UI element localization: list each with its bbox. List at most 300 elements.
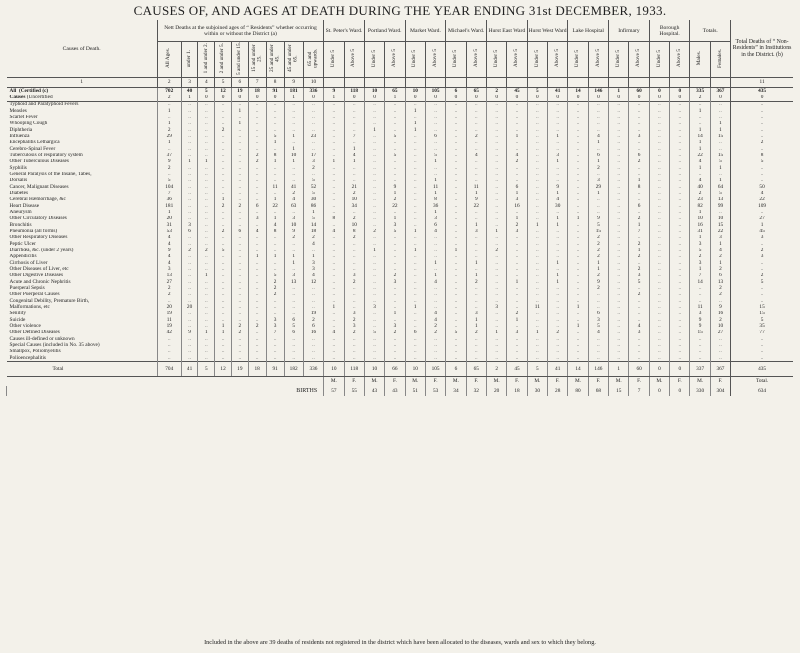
table-cell: 1 <box>215 323 232 329</box>
table-cell: .. <box>215 222 232 228</box>
table-cell: .. <box>527 273 547 279</box>
above-5-label: Above 5 <box>391 49 398 68</box>
table-cell: 36 <box>157 197 181 203</box>
table-cell: 336 <box>303 88 323 95</box>
table-cell: .. <box>690 121 710 127</box>
table-cell: .. <box>548 311 568 317</box>
table-cell: 335 <box>690 88 710 95</box>
table-cell: .. <box>181 260 198 266</box>
births-value: 43 <box>364 386 384 396</box>
table-cell: 1 <box>364 248 384 254</box>
table-cell: 19 <box>157 311 181 317</box>
table-cell: 4 <box>157 235 181 241</box>
table-cell: .. <box>649 178 669 184</box>
table-cell: .. <box>466 146 486 152</box>
table-cell: 1 <box>710 241 730 247</box>
table-cell: .. <box>344 127 364 133</box>
age-label: 15 and under 25. <box>250 44 263 73</box>
table-cell: .. <box>486 273 506 279</box>
causes-label: Causes <box>9 94 26 101</box>
table-cell: .. <box>248 266 266 272</box>
table-cell: .. <box>548 323 568 329</box>
table-cell: .. <box>215 273 232 279</box>
table-cell: 22 <box>710 229 730 235</box>
table-cell: 9 <box>157 159 181 165</box>
table-cell: 1 <box>284 134 303 140</box>
table-cell: 1 <box>507 216 527 222</box>
table-cell: .. <box>486 260 506 266</box>
table-cell: .. <box>181 165 198 171</box>
table-cell: .. <box>486 222 506 228</box>
table-cell: .. <box>231 336 248 342</box>
table-cell: 6 <box>231 229 248 235</box>
table-cell: .. <box>548 229 568 235</box>
table-cell: .. <box>649 273 669 279</box>
table-cell: .. <box>548 349 568 355</box>
table-cell: .. <box>198 134 215 140</box>
table-cell: .. <box>324 108 344 114</box>
table-cell: .. <box>198 140 215 146</box>
table-cell: .. <box>248 292 266 298</box>
table-cell: 2 <box>425 323 445 329</box>
table-cell: 82 <box>690 203 710 209</box>
table-cell: .. <box>527 285 547 291</box>
table-cell: .. <box>649 248 669 254</box>
table-cell: 4 <box>157 241 181 247</box>
table-cell: 3 <box>588 178 608 184</box>
table-cell: .. <box>446 178 466 184</box>
table-cell: .. <box>405 317 425 323</box>
table-cell: 1 <box>425 260 445 266</box>
table-cell: .. <box>568 134 588 140</box>
table-cell: .. <box>649 342 669 348</box>
table-cell: 35 <box>731 323 793 329</box>
table-cell: 1 <box>527 330 547 336</box>
table-cell: 1 <box>588 266 608 272</box>
cause-label: Smallpox, Poliomyelitis <box>9 348 61 355</box>
table-cell: .. <box>425 121 445 127</box>
table-cell: .. <box>284 285 303 291</box>
table-cell: 5 <box>385 134 405 140</box>
column-number-blank <box>486 78 506 88</box>
column-number: 10 <box>303 78 323 88</box>
table-cell: .. <box>157 101 181 108</box>
table-cell: 1 <box>157 140 181 146</box>
table-cell: 10 <box>690 216 710 222</box>
under-5-label: Under 5 <box>452 49 459 68</box>
table-cell: .. <box>507 342 527 348</box>
table-cell: 18 <box>303 229 323 235</box>
table-cell: 4 <box>548 197 568 203</box>
table-cell: .. <box>198 292 215 298</box>
table-cell: .. <box>507 266 527 272</box>
table-cell: .. <box>527 127 547 133</box>
table-cell: .. <box>446 203 466 209</box>
table-cell: 29 <box>588 184 608 190</box>
column-number-blank <box>670 78 690 88</box>
table-cell: 1 <box>405 121 425 127</box>
table-cell: .. <box>507 235 527 241</box>
table-cell: .. <box>731 266 793 272</box>
table-cell: 9 <box>466 197 486 203</box>
table-cell: 3 <box>303 159 323 165</box>
table-cell: 3 <box>266 317 284 323</box>
table-cell: .. <box>548 285 568 291</box>
table-cell: .. <box>198 191 215 197</box>
age-label: 25 and under 45. <box>268 44 281 73</box>
table-cell: 4 <box>266 222 284 228</box>
table-cell: .. <box>649 191 669 197</box>
table-cell: 5 <box>731 317 793 323</box>
males-label: Males. <box>696 51 703 66</box>
table-cell: .. <box>344 108 364 114</box>
table-cell: .. <box>649 134 669 140</box>
causes-header: Causes of Death. <box>7 20 158 78</box>
age-column-header <box>157 42 181 78</box>
table-cell: 1 <box>548 191 568 197</box>
table-cell: .. <box>609 317 629 323</box>
age-label: 45 and under 65. <box>287 44 299 73</box>
table-cell: .. <box>215 304 232 310</box>
table-cell: .. <box>588 298 608 304</box>
table-cell: .. <box>157 336 181 342</box>
table-cell: .. <box>568 115 588 121</box>
table-cell: 1 <box>609 88 629 95</box>
table-cell: .. <box>466 285 486 291</box>
table-cell: 3 <box>710 235 730 241</box>
table-cell: .. <box>670 266 690 272</box>
table-cell: .. <box>324 191 344 197</box>
table-cell: .. <box>507 165 527 171</box>
table-cell: .. <box>446 216 466 222</box>
table-cell: 14 <box>690 134 710 140</box>
table-cell: .. <box>181 235 198 241</box>
table-cell: 16 <box>690 222 710 228</box>
table-cell: 1 <box>303 210 323 216</box>
table-cell: 14 <box>303 222 323 228</box>
table-cell: .. <box>527 260 547 266</box>
table-cell: .. <box>548 235 568 241</box>
age-column-header <box>231 42 248 78</box>
table-cell: .. <box>425 285 445 291</box>
table-cell: .. <box>198 229 215 235</box>
table-cell: .. <box>231 134 248 140</box>
table-cell: .. <box>527 336 547 342</box>
table-cell: .. <box>385 127 405 133</box>
cause-label: Pneumonia (all forms) <box>9 228 58 235</box>
table-cell: .. <box>649 279 669 285</box>
cause-label <box>7 88 158 95</box>
table-cell: .. <box>670 140 690 146</box>
table-cell: 0 <box>466 95 486 102</box>
table-cell: 2 <box>588 254 608 260</box>
table-cell: .. <box>609 323 629 329</box>
births-value: 43 <box>385 386 405 396</box>
table-cell: 5 <box>710 191 730 197</box>
age-label: 2 and under 5. <box>219 43 226 74</box>
table-cell: .. <box>405 115 425 121</box>
table-cell: 3 <box>507 197 527 203</box>
table-cell: .. <box>405 172 425 178</box>
births-value: 330 <box>690 386 710 396</box>
cause-label: Other Defined Diseases <box>9 329 60 336</box>
table-cell: 22 <box>466 203 486 209</box>
table-cell: .. <box>231 165 248 171</box>
table-cell: 5 <box>731 159 793 165</box>
sex-label: M. <box>324 377 344 387</box>
table-cell: 4 <box>507 153 527 159</box>
table-cell: 12 <box>215 88 232 95</box>
table-cell: .. <box>248 121 266 127</box>
table-cell: 5 <box>303 191 323 197</box>
table-cell: 0 <box>731 95 793 102</box>
table-cell: 60 <box>629 88 649 95</box>
table-cell: .. <box>527 241 547 247</box>
table-cell: .. <box>231 127 248 133</box>
table-cell: .. <box>364 197 384 203</box>
table-cell: .. <box>588 304 608 310</box>
table-cell: .. <box>629 108 649 114</box>
table-cell: .. <box>215 317 232 323</box>
table-cell: .. <box>284 101 303 108</box>
table-cell: 7 <box>629 229 649 235</box>
table-cell: .. <box>609 146 629 152</box>
cause-label: Cirrhosis of Liver <box>9 260 48 266</box>
table-cell: .. <box>405 355 425 362</box>
table-cell: .. <box>629 342 649 348</box>
table-cell: 0 <box>649 362 669 377</box>
table-cell: .. <box>710 115 730 121</box>
table-cell: .. <box>670 134 690 140</box>
table-cell: .. <box>181 115 198 121</box>
table-cell: .. <box>609 229 629 235</box>
above-5-header <box>425 42 445 78</box>
table-cell: .. <box>446 273 466 279</box>
table-cell: .. <box>344 121 364 127</box>
table-cell: .. <box>344 336 364 342</box>
sex-label: F. <box>588 377 608 387</box>
table-cell: .. <box>507 273 527 279</box>
above-5-header <box>670 42 690 78</box>
births-value: 53 <box>425 386 445 396</box>
table-cell: 66 <box>385 362 405 377</box>
table-cell: 1 <box>324 95 344 102</box>
cause-label: Other Respiratory Diseases <box>9 234 68 241</box>
table-cell: .. <box>284 172 303 178</box>
table-cell: 4 <box>466 153 486 159</box>
births-value: 68 <box>588 386 608 396</box>
table-cell: .. <box>364 178 384 184</box>
column-number-blank <box>527 78 547 88</box>
table-cell: 8 <box>425 197 445 203</box>
table-cell: .. <box>609 178 629 184</box>
table-cell: 1 <box>303 254 323 260</box>
table-cell: 0 <box>198 95 215 102</box>
table-cell: .. <box>344 115 364 121</box>
table-cell: .. <box>527 216 547 222</box>
above-5-header <box>548 42 568 78</box>
table-cell: 4 <box>425 317 445 323</box>
table-cell: 1 <box>690 146 710 152</box>
sex-label: F. <box>466 377 486 387</box>
table-cell: 5 <box>303 178 323 184</box>
table-cell: 1 <box>466 323 486 329</box>
table-cell: .. <box>670 342 690 348</box>
table-cell: 9 <box>157 248 181 254</box>
table-cell: 15 <box>690 330 710 336</box>
table-cell: .. <box>364 191 384 197</box>
table-cell: .. <box>385 165 405 171</box>
column-number-blank <box>649 78 669 88</box>
table-cell: .. <box>568 330 588 336</box>
table-cell: 5 <box>527 88 547 95</box>
table-cell: .. <box>629 101 649 108</box>
table-cell: .. <box>486 323 506 329</box>
table-cell: .. <box>527 115 547 121</box>
table-cell: 3 <box>181 222 198 228</box>
table-cell: .. <box>609 355 629 362</box>
table-cell: .. <box>344 285 364 291</box>
table-cell: .. <box>385 235 405 241</box>
table-cell: .. <box>548 178 568 184</box>
table-cell: .. <box>284 108 303 114</box>
table-cell: .. <box>446 222 466 228</box>
table-cell: 15 <box>588 229 608 235</box>
table-cell: .. <box>446 266 466 272</box>
table-cell: 1 <box>548 273 568 279</box>
table-cell: 1 <box>690 235 710 241</box>
table-cell: .. <box>344 342 364 348</box>
table-cell: 2 <box>231 323 248 329</box>
table-cell: 1 <box>629 178 649 184</box>
table-cell: .. <box>215 121 232 127</box>
table-cell: .. <box>248 273 266 279</box>
ward-header: St. Peter's Ward. <box>324 20 365 42</box>
table-cell: .. <box>425 115 445 121</box>
births-value: 15 <box>609 386 629 396</box>
table-cell: .. <box>486 178 506 184</box>
births-label: BIRTHS <box>7 386 324 396</box>
table-cell: .. <box>385 248 405 254</box>
table-cell: .. <box>731 172 793 178</box>
table-cell: .. <box>486 210 506 216</box>
table-cell: .. <box>364 165 384 171</box>
table-cell: 2 <box>629 292 649 298</box>
table-cell: 1 <box>385 95 405 102</box>
table-cell: .. <box>385 355 405 362</box>
sex-label: M. <box>649 377 669 387</box>
table-cell: .. <box>425 172 445 178</box>
table-cell: .. <box>181 146 198 152</box>
table-cell: 13 <box>710 197 730 203</box>
table-cell: .. <box>324 266 344 272</box>
table-cell: .. <box>284 115 303 121</box>
table-cell: .. <box>670 191 690 197</box>
table-cell: .. <box>609 311 629 317</box>
table-cell: .. <box>248 355 266 362</box>
column-number-blank <box>385 78 405 88</box>
table-cell: .. <box>446 140 466 146</box>
table-cell: 0 <box>710 95 730 102</box>
table-cell: .. <box>266 235 284 241</box>
table-cell: .. <box>157 172 181 178</box>
table-cell: .. <box>425 304 445 310</box>
table-cell: .. <box>466 115 486 121</box>
table-cell: .. <box>266 178 284 184</box>
table-cell: .. <box>466 355 486 362</box>
table-cell: 704 <box>157 362 181 377</box>
table-cell: .. <box>198 184 215 190</box>
table-cell: 1 <box>588 159 608 165</box>
table-cell: .. <box>649 260 669 266</box>
table-cell: 9 <box>385 184 405 190</box>
table-cell: .. <box>266 115 284 121</box>
table-cell: .. <box>215 285 232 291</box>
sex-label: F. <box>385 377 405 387</box>
table-cell: .. <box>507 292 527 298</box>
table-cell: .. <box>231 115 248 121</box>
ward-header: Lake Hospital <box>568 20 609 42</box>
table-cell: .. <box>609 134 629 140</box>
table-cell: .. <box>609 241 629 247</box>
table-cell: .. <box>215 235 232 241</box>
table-cell: 118 <box>344 362 364 377</box>
all-label: All <box>9 87 17 94</box>
table-cell: .. <box>568 184 588 190</box>
table-cell: .. <box>527 146 547 152</box>
table-cell: .. <box>609 298 629 304</box>
cause-label: Influenza <box>9 133 30 140</box>
table-cell: .. <box>588 146 608 152</box>
table-cell: .. <box>629 260 649 266</box>
table-cell: 5 <box>690 248 710 254</box>
table-cell: 1 <box>324 159 344 165</box>
age-label: under 1. <box>185 49 192 68</box>
table-cell: .. <box>609 153 629 159</box>
births-value: 0 <box>670 386 690 396</box>
table-cell: .. <box>215 210 232 216</box>
all-causes-uncertified-row <box>7 95 794 102</box>
table-cell: .. <box>670 127 690 133</box>
cause-label: Other Circulatory Diseases <box>9 215 67 222</box>
table-cell: .. <box>157 355 181 362</box>
table-cell: .. <box>548 146 568 152</box>
table-cell: .. <box>181 191 198 197</box>
table-cell: .. <box>364 336 384 342</box>
table-cell: 53 <box>157 229 181 235</box>
table-cell: .. <box>690 342 710 348</box>
cause-label: Other Tuberculous Diseases <box>9 158 69 165</box>
table-cell: 2 <box>588 235 608 241</box>
table-cell: .. <box>568 311 588 317</box>
table-cell: .. <box>324 254 344 260</box>
under-5-header <box>324 42 344 78</box>
table-cell: 1 <box>507 191 527 197</box>
table-cell: 1 <box>466 191 486 197</box>
table-cell: .. <box>405 203 425 209</box>
table-cell: .. <box>231 241 248 247</box>
table-cell: .. <box>324 241 344 247</box>
above-5-label: Above 5 <box>635 49 642 68</box>
table-cell: 31 <box>157 222 181 228</box>
table-cell: .. <box>385 210 405 216</box>
table-cell: .. <box>385 336 405 342</box>
cause-label: Diphtheria <box>9 127 33 133</box>
ward-header: Michael's Ward. <box>446 20 487 42</box>
table-cell: .. <box>266 298 284 304</box>
table-cell: .. <box>405 292 425 298</box>
table-cell: .. <box>649 127 669 133</box>
